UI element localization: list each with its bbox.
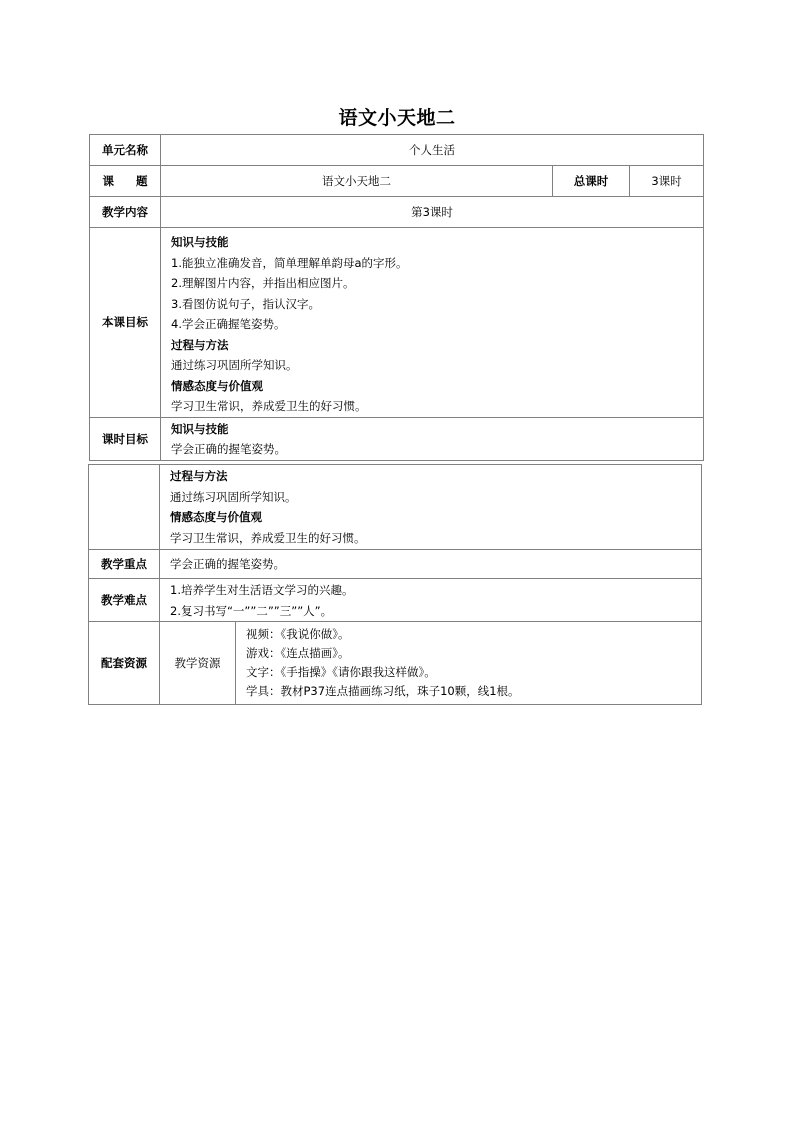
cont-heading-process: 过程与方法	[170, 469, 228, 483]
resource-line: 游戏：《连点描画》。	[246, 646, 350, 660]
page-title: 语文小天地二	[338, 107, 456, 129]
lesson-hour-goal-content	[161, 417, 704, 460]
lesson-goal-heading: 知识与技能	[171, 421, 229, 436]
resources-content	[236, 622, 702, 705]
teaching-difficulty-content	[160, 579, 702, 622]
teaching-difficulty-label: 教学难点	[89, 579, 160, 622]
lesson-goals-content	[161, 228, 704, 418]
lesson-plan-table-part2	[88, 464, 702, 705]
goals-line: 通过练习巩固所学知识。	[171, 358, 298, 372]
goals-line: 3.看图仿说句子，指认汉字。	[171, 296, 320, 311]
unit-name-value: 个人生活	[161, 135, 704, 166]
total-hours-value: 3课时	[630, 166, 704, 197]
goals-line: 学习卫生常识，养成爱卫生的好习惯。	[171, 399, 367, 413]
total-hours-label: 总课时	[553, 166, 630, 197]
resource-line: 学具：教材P37连点描画练习纸，珠子10颗，线1根。	[246, 684, 520, 698]
lesson-goals-label: 本课目标	[90, 228, 161, 418]
cont-line: 学习卫生常识，养成爱卫生的好习惯。	[170, 530, 366, 545]
goals-heading-knowledge: 知识与技能	[171, 235, 229, 249]
teaching-focus-label: 教学重点	[89, 550, 160, 579]
goals-heading-process: 过程与方法	[171, 337, 229, 352]
goals-line: 1.能独立准确发音，简单理解单韵母a的字形。	[171, 255, 408, 270]
teaching-resources-label: 教学资源	[160, 622, 236, 705]
topic-value: 语文小天地二	[161, 166, 553, 197]
cont-line: 通过练习巩固所学知识。	[170, 489, 297, 504]
lesson-goal-line: 学会正确的握笔姿势。	[171, 442, 286, 456]
resource-line: 文字：《手指操》《请你跟我这样做》。	[246, 665, 436, 679]
continuation-label-empty	[89, 465, 160, 550]
cont-heading-attitude: 情感态度与价值观	[170, 510, 262, 524]
content-label: 教学内容	[90, 197, 161, 228]
goals-line: 2.理解图片内容，并指出相应图片。	[171, 276, 355, 290]
lesson-hour-goal-label: 课时目标	[90, 417, 161, 460]
teaching-focus-value: 学会正确的握笔姿势。	[160, 550, 702, 579]
continuation-content	[160, 465, 702, 550]
resource-line: 视频：《我说你做》。	[246, 627, 350, 641]
goals-heading-attitude: 情感态度与价值观	[171, 378, 263, 393]
topic-label: 课 题	[90, 166, 161, 197]
unit-name-label: 单元名称	[90, 135, 161, 166]
goals-line: 4.学会正确握笔姿势。	[171, 317, 286, 331]
lesson-plan-table-part1	[89, 134, 704, 461]
resources-label: 配套资源	[89, 622, 160, 705]
difficulty-line: 1.培养学生对生活语文学习的兴趣。	[170, 583, 354, 597]
difficulty-line: 2.复习书写“一””二””三””人”。	[170, 603, 333, 618]
content-value: 第3课时	[161, 197, 704, 228]
